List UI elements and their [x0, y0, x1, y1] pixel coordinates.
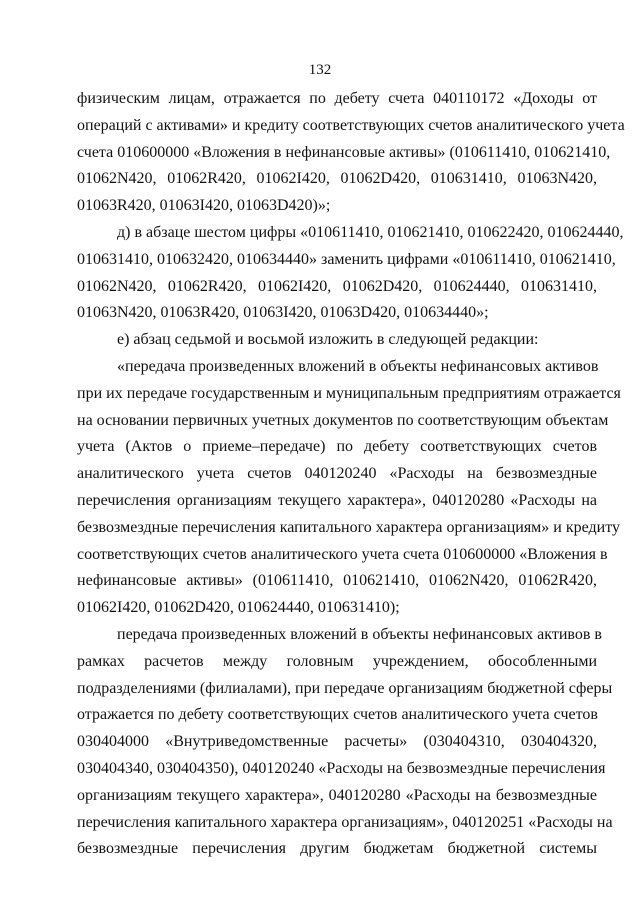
- body-text: [77, 86, 625, 863]
- text-line: организациям текущего характера», 040120280 «Расходы на безвозмездные: [77, 786, 597, 804]
- text-line: «передача произведенных вложений в объекты нефинансовых активов: [117, 357, 599, 375]
- text-line: перечисления организациям текущего характера», 040120280 «Расходы на: [77, 491, 597, 509]
- text-line: отражается по дебету соответствующих счетов аналитического учета счетов: [77, 706, 598, 724]
- text-line: передача произведенных вложений в объекты нефинансовых активов в: [117, 625, 602, 643]
- text-line: е) абзац седьмой и восьмой изложить в следующей редакции:: [117, 331, 539, 349]
- text-line: безвозмездные перечисления другим бюджетам бюджетной системы: [77, 840, 597, 858]
- text-line: нефинансовые активы» (010611410, 010621410, 01062N420, 01062R420,: [77, 572, 597, 590]
- text-line: перечисления капитального характера организациям», 040120251 «Расходы на: [77, 813, 613, 831]
- text-line: физическим лицам, отражается по дебету счета 040110172 «Доходы от: [77, 90, 597, 107]
- text-line: счета 010600000 «Вложения в нефинансовые активы» (010611410, 010621410,: [77, 143, 611, 161]
- text-line: 01063N420, 01063R420, 01063I420, 01063D420, 010634440»;: [77, 304, 489, 322]
- text-line: рамках расчетов между головным учреждением, обособленными: [77, 652, 597, 670]
- page-number: 132: [308, 62, 332, 78]
- text-line: подразделениями (филиалами), при передаче организациям бюджетной сферы: [77, 679, 613, 697]
- text-line: на основании первичных учетных документов по соответствующим объектам: [77, 411, 609, 429]
- text-line: 01062N420, 01062R420, 01062I420, 01062D420, 010631410, 01063N420,: [77, 170, 597, 188]
- text-line: 01062I420, 01062D420, 010624440, 010631410);: [77, 599, 400, 617]
- text-line: 010631410, 010632420, 010634440» заменить цифрами «010611410, 010621410,: [77, 250, 616, 268]
- text-line: 01062N420, 01062R420, 01062I420, 01062D420, 010624440, 010631410,: [77, 277, 597, 295]
- text-line: соответствующих счетов аналитического учета счета 010600000 «Вложения в: [77, 545, 608, 563]
- text-line: операций с активами» и кредиту соответствующих счетов аналитического учета: [77, 116, 625, 134]
- text-line: д) в абзаце шестом цифры «010611410, 010621410, 010622420, 010624440,: [117, 223, 624, 241]
- text-line: аналитического учета счетов 040120240 «Расходы на безвозмездные: [77, 465, 597, 483]
- text-line: 030404340, 030404350), 040120240 «Расходы на безвозмездные перечисления: [77, 759, 606, 777]
- text-line: учета (Актов о приеме–передаче) по дебету соответствующих счетов: [77, 438, 597, 456]
- text-line: при их передаче государственным и муниципальным предприятиям отражается: [77, 384, 621, 402]
- text-line: 030404000 «Внутриведомственные расчеты» (030404310, 030404320,: [77, 733, 597, 751]
- text-line: 01063R420, 01063I420, 01063D420)»;: [77, 197, 331, 215]
- text-line: безвозмездные перечисления капитального характера организациям» и кредиту: [77, 518, 621, 536]
